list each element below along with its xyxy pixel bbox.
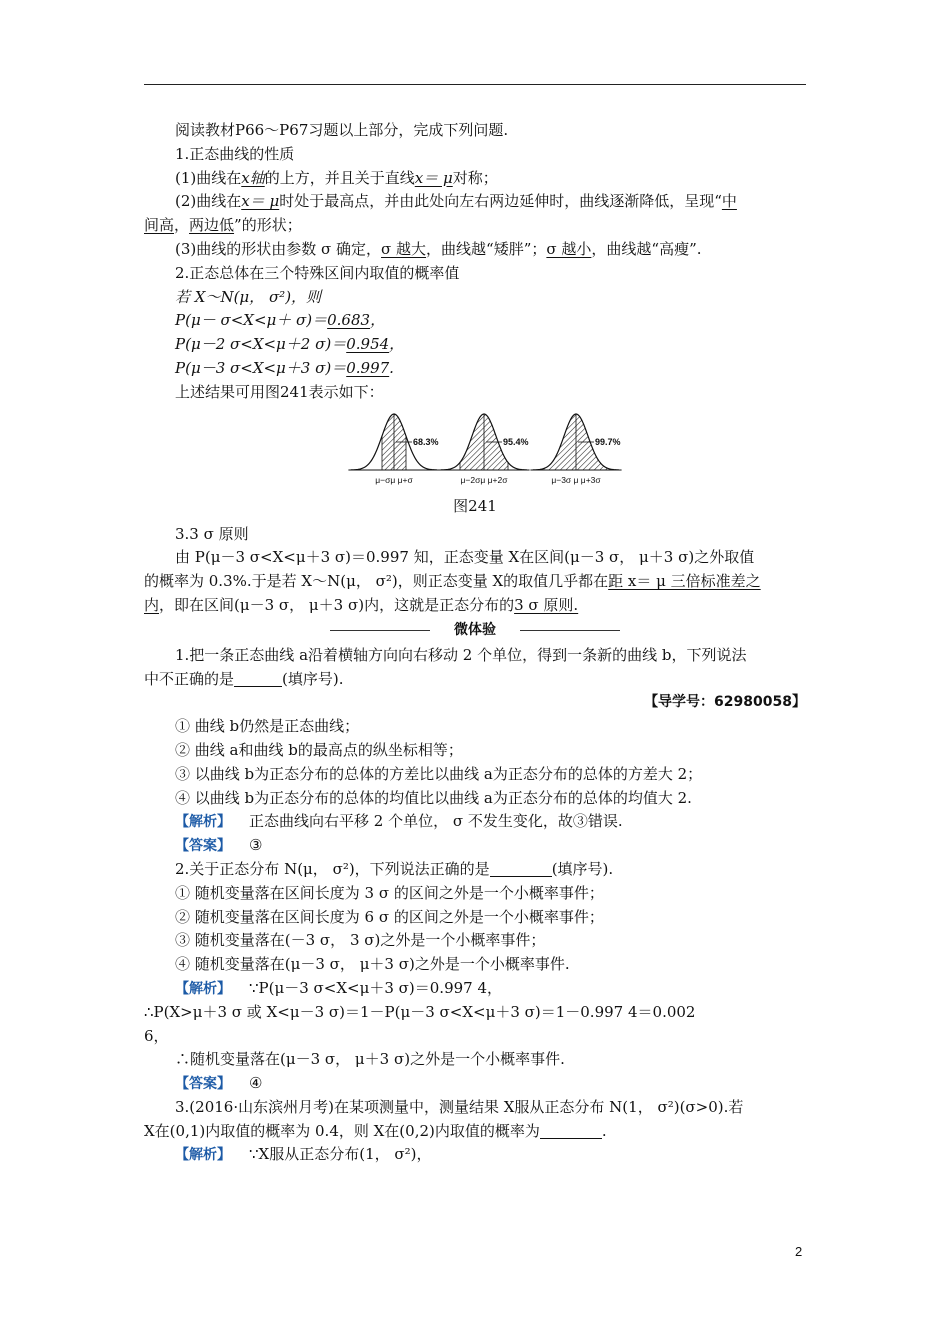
rule-line-2: [144, 570, 806, 594]
q1-analysis: [144, 810, 806, 834]
q1-option-2: ② 曲线 a和曲线 b的最高点的纵坐标相等；: [175, 740, 463, 759]
text: ，: [174, 216, 190, 235]
q1-option-1: ① 曲线 b仍然是正态曲线；: [175, 717, 360, 736]
answer-blank: [490, 860, 552, 877]
figure-caption: 图241: [453, 496, 497, 515]
answer-tag: 【答案】: [175, 1076, 231, 1093]
page-number: 2: [795, 1244, 803, 1259]
answer-tag: 【答案】: [175, 838, 231, 855]
text: ，: [370, 311, 386, 330]
intro-line: [144, 119, 806, 143]
underlined-answer: 内: [144, 595, 160, 614]
text: P(μ－2 σ<X<μ＋2 σ)＝: [175, 335, 347, 354]
section-3-title: 3.3 σ 原则: [175, 524, 249, 543]
answer-text: ③: [249, 836, 263, 855]
analysis-tag: 【解析】: [175, 980, 231, 997]
underlined-answer: 距 x＝ μ 三倍标准差之: [608, 572, 761, 591]
answer-blank: [234, 670, 282, 687]
text: (填序号).: [282, 669, 344, 688]
page-content: [144, 119, 806, 1167]
intro-text: 阅读教材P66～P67习题以上部分，完成下列问题.: [175, 121, 509, 139]
divider-label: 微体验: [454, 621, 496, 638]
q1-line-2: [144, 668, 806, 692]
property-2: [144, 190, 806, 214]
underlined-answer: σ 越大: [381, 239, 427, 258]
underlined-answer: 0.954: [346, 335, 390, 354]
q3-line-2: [144, 1120, 806, 1144]
q3-analysis: [144, 1143, 806, 1167]
analysis-tag: 【解析】: [175, 814, 231, 831]
answer-blank: [540, 1122, 602, 1139]
underlined-answer: σ 越小: [546, 239, 592, 258]
text: 2.关于正态分布 N(μ， σ²)，下列说法正确的是: [175, 859, 490, 878]
q1-option-4: ④ 以曲线 b为正态分布的总体的均值比以曲线 a为正态分布的总体的均值大 2.: [175, 788, 692, 807]
q2-analysis-2: ∴P(X>μ＋3 σ 或 X<μ－3 σ)＝1－P(μ－3 σ<X<μ＋3 σ)＝1－0.997 4＝0.002: [144, 1002, 696, 1021]
text: P(μ－3 σ<X<μ＋3 σ)＝: [175, 358, 347, 377]
text: (3)曲线的形状由参数 σ 确定，: [175, 239, 382, 258]
analysis-text: ∵X服从正态分布(1， σ²)，: [249, 1145, 432, 1164]
q2-analysis: [144, 977, 806, 1001]
q1-line-1: 1.把一条正态曲线 a沿着横轴方向向右移动 2 个单位，得到一条新的曲线 b，下列说法: [175, 645, 747, 664]
normal-curve-2sigma: [438, 414, 529, 485]
rule-line-1: 由 P(μ－3 σ<X<μ＋3 σ)＝0.997 知，正态变量 X在区间(μ－3 σ， μ＋3 σ)之外取值: [175, 548, 755, 567]
text: 的概率为 0.3%.于是若 X～N(μ， σ²)，则正态变量 X的取值几乎都在: [144, 572, 609, 591]
text: ，曲线越“矮胖”；: [426, 239, 547, 258]
percentage-label: 95.4%: [503, 436, 529, 447]
prob-eq-1: [144, 309, 806, 333]
q2-line-1: [144, 858, 806, 882]
text: 对称；: [452, 168, 498, 187]
text: 的上方，并且关于直线: [264, 168, 415, 187]
underlined-answer: 0.997: [346, 358, 390, 377]
underlined-answer: 两边低: [189, 216, 235, 235]
text: (2)曲线在: [175, 192, 242, 211]
text: ”的形状；: [234, 216, 302, 235]
text: (填序号).: [551, 859, 614, 878]
percentage-label: 68.3%: [413, 436, 439, 447]
section-2-title: 2.正态总体在三个特殊区间内取值的概率值: [175, 263, 460, 282]
q2-option-1: ① 随机变量落在区间长度为 3 σ 的区间之外是一个小概率事件；: [175, 883, 604, 902]
underlined-answer: 间高: [144, 216, 175, 235]
q2-option-4: ④ 随机变量落在(μ－3 σ， μ＋3 σ)之外是一个小概率事件.: [175, 955, 570, 974]
q2-option-2: ② 随机变量落在区间长度为 6 σ 的区间之外是一个小概率事件；: [175, 907, 604, 926]
percentage-label: 99.7%: [595, 436, 621, 447]
q2-analysis-3: 6，: [144, 1026, 169, 1045]
q2-analysis-4: ∴随机变量落在(μ－3 σ， μ＋3 σ)之外是一个小概率事件.: [175, 1050, 565, 1069]
q1-option-3: ③ 以曲线 b为正态分布的总体的方差比以曲线 a为正态分布的总体的方差大 2；: [175, 764, 703, 783]
condition-line: 若 X～N(μ， σ²)，则: [175, 287, 322, 306]
underlined-answer: 中: [721, 192, 737, 211]
normal-curve-1sigma: [348, 414, 439, 485]
normal-curves-figure: [144, 405, 806, 489]
underlined-answer: x＝ μ: [414, 168, 453, 187]
property-1: [144, 167, 806, 191]
analysis-text: 正态曲线向右平移 2 个单位， σ 不发生变化，故③错误.: [249, 812, 623, 831]
text: ，: [389, 335, 405, 354]
underlined-answer: 0.683: [327, 311, 371, 330]
axis-tick-label: μ−2σμ μ+2σ: [460, 474, 508, 485]
answer-text: ④: [249, 1074, 263, 1093]
underlined-answer: x轴: [241, 168, 265, 187]
text: .: [601, 1121, 607, 1140]
underlined-answer: x＝ μ: [241, 192, 280, 211]
top-rule: [144, 84, 806, 85]
text: (1)曲线在: [175, 168, 242, 187]
property-3: [144, 238, 806, 262]
rule-line-3: [144, 594, 806, 618]
analysis-text: ∵P(μ－3 σ<X<μ＋3 σ)＝0.997 4，: [249, 978, 503, 997]
q3-line-1: 3.(2016·山东滨州月考)在某项测量中，测量结果 X服从正态分布 N(1， σ²)(σ>0).若: [175, 1097, 744, 1116]
text: P(μ－ σ<X<μ＋ σ)＝: [175, 311, 328, 330]
text: X在(0,1)内取值的概率为 0.4，则 X在(0,2)内取值的概率为: [144, 1121, 540, 1140]
normal-curve-3sigma: [530, 414, 621, 485]
figure-intro: 上述结果可用图241表示如下：: [175, 382, 384, 401]
divider-right: [520, 630, 620, 631]
text: 中不正确的是: [144, 669, 235, 688]
property-2-cont: [144, 214, 806, 238]
axis-tick-label: μ−3σ μ μ+3σ: [551, 474, 601, 485]
micro-experience-divider: [144, 618, 806, 644]
text: ，即在区间(μ－3 σ， μ＋3 σ)内，这就是正态分布的: [159, 595, 515, 614]
normal-curves-svg: [144, 405, 806, 489]
prob-eq-2: [144, 333, 806, 357]
underlined-answer: 3 σ 原则.: [514, 595, 579, 614]
text: ，曲线越“高瘦”.: [591, 239, 702, 258]
q2-option-3: ③ 随机变量落在(－3 σ， 3 σ)之外是一个小概率事件；: [175, 931, 546, 950]
prob-eq-3: [144, 357, 806, 381]
text: .: [389, 358, 394, 377]
axis-tick-label: μ−σμ μ+σ: [375, 474, 413, 485]
section-1-title: 1.正态曲线的性质: [175, 144, 295, 163]
q1-answer: [144, 834, 806, 858]
q2-answer: [144, 1072, 806, 1096]
guide-number: 【导学号：62980058】: [644, 694, 806, 711]
analysis-tag: 【解析】: [175, 1147, 231, 1164]
text: 时处于最高点，并由此处向左右两边延伸时，曲线逐渐降低，呈现“: [279, 192, 722, 211]
